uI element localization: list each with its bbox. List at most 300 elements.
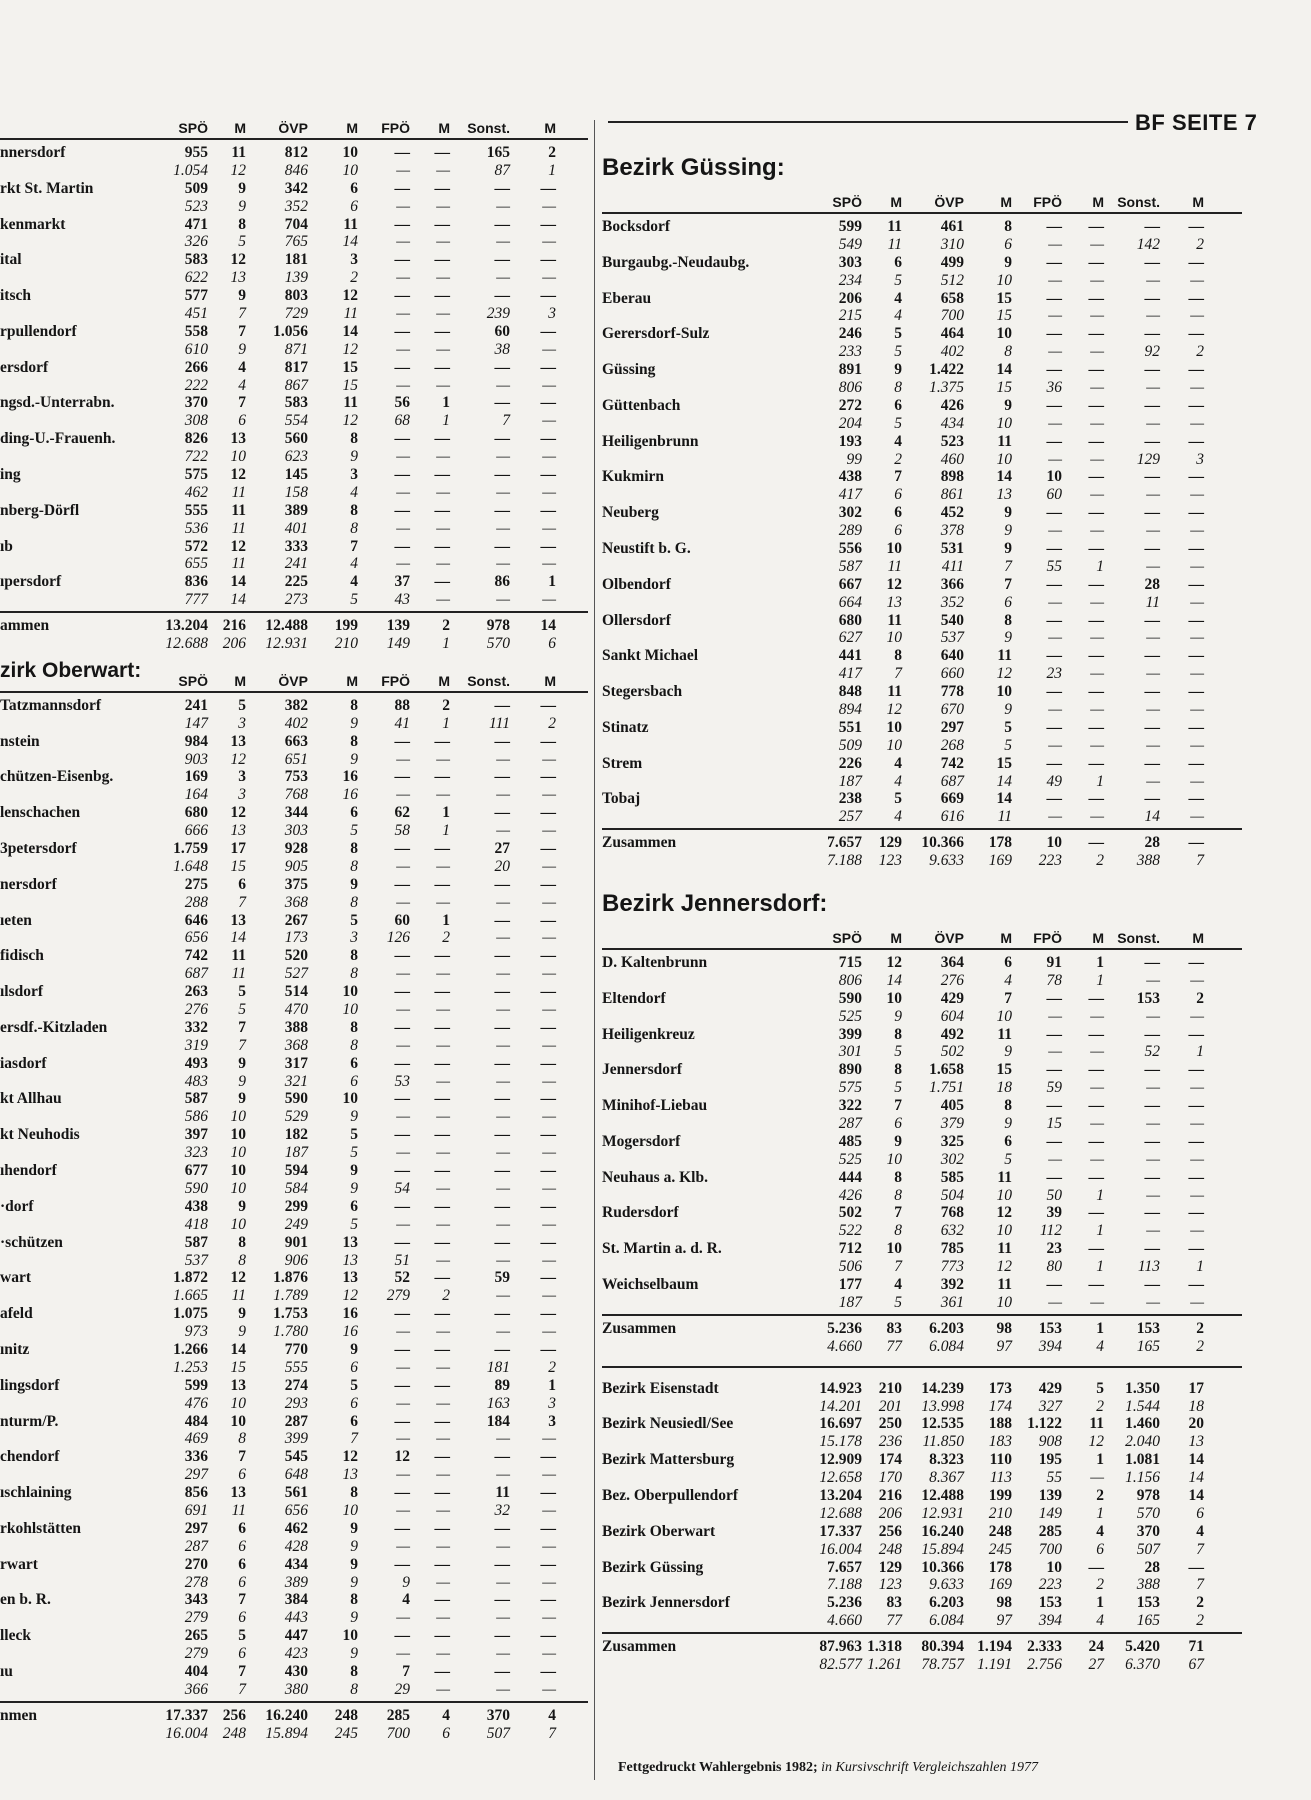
cell-sonst: — (1144, 539, 1160, 557)
cell-m: — (540, 768, 556, 786)
cell-m: 11 (997, 1240, 1012, 1258)
cell-ovp: 585 (940, 1168, 964, 1186)
cell-fpo: 279 (386, 1287, 410, 1305)
cell-ovp: 8.323 (929, 1451, 964, 1469)
cell-spo: 12.688 (819, 1504, 862, 1522)
cell-m: — (434, 1376, 450, 1394)
table-row (0, 697, 588, 715)
cell-m: 12 (230, 804, 246, 822)
cell-m: 12 (230, 1269, 246, 1287)
cell-sonst: 142 (1136, 235, 1160, 253)
cell-sonst: — (496, 1323, 510, 1341)
table-row (0, 1019, 588, 1037)
cell-sonst: — (1146, 971, 1160, 989)
cell-m: 9 (894, 1007, 902, 1025)
cell-fpo: — (1046, 361, 1062, 379)
table-row (602, 990, 1242, 1008)
cell-sonst: — (1144, 1097, 1160, 1115)
cell-spo: 275 (184, 875, 208, 893)
row-name: lingsdorf (0, 1376, 60, 1394)
cell-m: — (540, 1197, 556, 1215)
cell-m: 4 (894, 307, 902, 325)
cell-spo: 343 (184, 1591, 208, 1609)
cell-spo: 509 (184, 179, 208, 197)
cell-m: 11 (231, 483, 246, 501)
cell-ovp: 249 (284, 1215, 308, 1233)
cell-m: — (436, 1251, 450, 1269)
cell-m: — (542, 1609, 556, 1627)
cell-m: 10 (886, 539, 902, 557)
jennersdorf-header (602, 918, 1242, 946)
cell-sonst: — (494, 1627, 510, 1645)
cell-spo: 890 (838, 1061, 862, 1079)
cell-m: 129 (878, 834, 902, 852)
cell-m: 10 (342, 1627, 358, 1645)
cell-m: — (540, 732, 556, 750)
table-row (602, 683, 1242, 701)
cell-spo: 666 (184, 822, 208, 840)
cell-sonst: — (494, 215, 510, 233)
cell-spo: 308 (184, 412, 208, 430)
cell-fpo: — (396, 893, 410, 911)
cell-spo: 587 (838, 557, 862, 575)
cell-m: — (1088, 1061, 1104, 1079)
cell-m: 11 (887, 611, 902, 629)
cell-m: 7 (238, 322, 246, 340)
cell-sonst: — (496, 1466, 510, 1484)
cell-m: — (434, 501, 450, 519)
cell-spo: 806 (838, 378, 862, 396)
cell-spo: 16.004 (165, 1724, 208, 1742)
cell-fpo: — (396, 269, 410, 287)
cell-m: 14 (230, 1340, 246, 1358)
cell-m: 5 (894, 1293, 902, 1311)
cell-ovp: 187 (284, 1144, 308, 1162)
row-name: nmen (0, 1706, 38, 1724)
cell-fpo: — (1048, 343, 1062, 361)
cell-fpo: — (394, 1555, 410, 1573)
cell-m: 1 (442, 635, 450, 652)
cell-fpo: 139 (1038, 1486, 1062, 1504)
cell-spo: 276 (184, 1001, 208, 1019)
row-name: Sankt Michael (602, 647, 699, 665)
cell-fpo: — (394, 179, 410, 197)
table-row (602, 1240, 1242, 1258)
cell-m: — (540, 1305, 556, 1323)
cell-m: — (1188, 396, 1204, 414)
cell-sonst: — (494, 1448, 510, 1466)
cell-ovp: 729 (284, 304, 308, 322)
cell-m: 24 (1088, 1638, 1104, 1656)
cell-fpo: — (394, 1233, 410, 1251)
cell-m: 6 (238, 1609, 246, 1627)
cell-ovp: 590 (284, 1090, 308, 1108)
cell-m: 77 (886, 1337, 902, 1355)
cell-fpo: — (1046, 575, 1062, 593)
cell-sonst: — (494, 911, 510, 929)
cell-m: 3 (238, 786, 246, 804)
cell-m: — (1088, 1240, 1104, 1258)
cell-spo: 265 (184, 1627, 208, 1645)
cell-m: 9 (894, 361, 902, 379)
table-row (602, 1638, 1242, 1656)
cell-spo: 722 (184, 448, 208, 466)
total-rule (0, 611, 588, 613)
cell-m: 8 (350, 696, 358, 714)
cell-fpo: — (1046, 1025, 1062, 1043)
cell-sonst: 6.370 (1125, 1655, 1160, 1673)
cell-m: 5 (238, 1627, 246, 1645)
cell-ovp: 687 (940, 772, 964, 790)
cell-fpo: 53 (394, 1072, 410, 1090)
cell-m: 6 (894, 522, 902, 540)
cell-sonst: 1.460 (1125, 1415, 1160, 1433)
cell-ovp: 502 (940, 1043, 964, 1061)
cell-m: — (542, 412, 556, 430)
table-row (602, 379, 1242, 397)
cell-m: 2 (1196, 1594, 1204, 1612)
table-row (0, 1556, 588, 1574)
cell-m: 2 (548, 714, 556, 732)
cell-spo: 301 (838, 1043, 862, 1061)
cell-m: 97 (996, 1337, 1012, 1355)
cell-spo: 826 (184, 430, 208, 448)
cell-m: — (542, 376, 556, 394)
cell-sonst: — (1146, 557, 1160, 575)
cell-m: 183 (988, 1433, 1012, 1451)
cell-fpo: 7 (402, 1662, 410, 1680)
cell-fpo: 54 (394, 1179, 410, 1197)
cell-fpo: 149 (386, 635, 410, 652)
table-row (602, 1133, 1242, 1151)
cell-sonst: — (494, 537, 510, 555)
cell-m: — (1088, 683, 1104, 701)
cell-spo: 297 (184, 1519, 208, 1537)
cell-fpo: — (394, 251, 410, 269)
cell-fpo: — (1048, 1007, 1062, 1025)
cell-m: 5 (894, 1079, 902, 1097)
cell-fpo: — (394, 1054, 410, 1072)
cell-spo: 272 (838, 396, 862, 414)
cell-m: 16 (342, 768, 358, 786)
cell-m: — (434, 1305, 450, 1323)
cell-m: — (434, 1555, 450, 1573)
cell-m: 7 (894, 1097, 902, 1115)
cell-ovp: 352 (284, 197, 308, 215)
cell-sonst: — (496, 786, 510, 804)
table-row (0, 1520, 588, 1538)
cell-sonst: — (494, 358, 510, 376)
header-m: M (1000, 930, 1012, 947)
table-row (602, 1487, 1242, 1505)
cell-m: — (434, 1519, 450, 1537)
table-row (602, 1115, 1242, 1133)
cell-spo: 441 (838, 647, 862, 665)
cell-ovp: 310 (940, 235, 964, 253)
cell-m: — (542, 1537, 556, 1555)
row-name: rkt St. Martin (0, 179, 94, 197)
cell-ovp: 514 (284, 983, 308, 1001)
cell-sonst: — (1144, 1240, 1160, 1258)
cell-m: 5 (350, 1126, 358, 1144)
cell-m: — (436, 965, 450, 983)
cell-m: 8 (238, 215, 246, 233)
table-row (602, 719, 1242, 737)
table-row (602, 1451, 1242, 1469)
table-row (0, 617, 588, 635)
cell-m: 1 (1096, 1258, 1104, 1276)
cell-ovp: 492 (940, 1025, 964, 1043)
cell-m: — (436, 555, 450, 573)
row-name: Bezirk Mattersburg (602, 1451, 735, 1469)
cell-spo: 4.660 (827, 1612, 862, 1630)
left-column (0, 108, 588, 1743)
cell-fpo: 41 (394, 714, 410, 732)
cell-m: 11 (231, 501, 246, 519)
cell-m: — (434, 1197, 450, 1215)
cell-m: 11 (887, 683, 902, 701)
cell-m: 7 (238, 1591, 246, 1609)
table-row (602, 1079, 1242, 1097)
cell-spo: 525 (838, 1150, 862, 1168)
cell-m: — (1190, 701, 1204, 718)
cell-m: 12 (342, 340, 358, 358)
cell-m: — (540, 322, 556, 340)
cell-m: — (1090, 271, 1104, 289)
cell-ovp: 906 (284, 1251, 308, 1269)
cell-m: 13 (1188, 1433, 1204, 1451)
cell-fpo: — (396, 519, 410, 537)
table-row (0, 1180, 588, 1198)
table-row (602, 272, 1242, 290)
cell-spo: 583 (184, 251, 208, 269)
cell-m: — (1188, 361, 1204, 379)
cell-ovp: 871 (284, 340, 308, 358)
cell-ovp: 623 (284, 448, 308, 466)
cell-m: — (1190, 971, 1204, 989)
cell-m: 8 (350, 1662, 358, 1680)
cell-spo: 187 (838, 772, 862, 790)
cell-m: 13 (230, 911, 246, 929)
cell-m: 2 (548, 1358, 556, 1376)
cell-sonst: 570 (486, 635, 510, 652)
cell-spo: 266 (184, 358, 208, 376)
cell-ovp: 333 (284, 537, 308, 555)
cell-fpo: 2.333 (1027, 1638, 1062, 1656)
cell-m: 27 (1088, 1655, 1104, 1673)
cell-ovp: 392 (940, 1276, 964, 1294)
cell-sonst: — (1144, 790, 1160, 808)
row-name: ıb (0, 537, 13, 555)
cell-spo: 234 (838, 271, 862, 289)
cell-sonst: — (1146, 1115, 1160, 1133)
table-row (602, 254, 1242, 272)
table-row (602, 1559, 1242, 1577)
cell-m: — (542, 1179, 556, 1197)
cell-m: 5 (350, 591, 358, 609)
cell-spo: 610 (184, 340, 208, 358)
cell-m: 6 (350, 1394, 358, 1412)
table-row (602, 1656, 1242, 1674)
cell-ovp: 594 (284, 1162, 308, 1180)
table-row (0, 1627, 588, 1645)
cell-m: 5 (894, 271, 902, 289)
cell-m: — (542, 233, 556, 251)
cell-m: — (1188, 1061, 1204, 1079)
cell-m: 6 (1196, 1504, 1204, 1522)
row-name: fidisch (0, 947, 44, 965)
cell-m: 6 (1004, 1132, 1012, 1150)
cell-m: 12 (886, 954, 902, 972)
cell-spo: 322 (838, 1097, 862, 1115)
table-row (0, 947, 588, 965)
cell-ovp: 12.535 (921, 1415, 964, 1433)
cell-m: 12 (230, 251, 246, 269)
cell-fpo: — (1048, 271, 1062, 289)
cell-m: — (540, 1591, 556, 1609)
cell-m: — (542, 269, 556, 287)
cell-sonst: — (494, 179, 510, 197)
cell-m: — (1090, 665, 1104, 683)
row-name: Bezirk Oberwart (602, 1522, 716, 1540)
table-row (602, 290, 1242, 308)
cell-m: — (1088, 253, 1104, 271)
cell-m: 7 (1196, 852, 1204, 870)
cell-fpo: 139 (386, 617, 410, 635)
cell-fpo: — (394, 287, 410, 305)
cell-ovp: 928 (284, 840, 308, 858)
row-name: Gerersdorf-Sulz (602, 325, 710, 343)
cell-ovp: 632 (940, 1222, 964, 1240)
table-row (602, 1320, 1242, 1338)
cell-fpo: 88 (394, 696, 410, 714)
table-row (0, 858, 588, 876)
header-fpo: FPÖ (381, 120, 410, 136)
table-row (0, 822, 588, 840)
cell-m: 3 (350, 929, 358, 947)
cell-fpo: 149 (1038, 1504, 1062, 1522)
header-sonst: Sonst. (467, 672, 510, 689)
cell-sonst: — (494, 1233, 510, 1251)
cell-sonst: — (1144, 647, 1160, 665)
cell-sonst: — (496, 448, 510, 466)
cell-m: — (1188, 432, 1204, 450)
cell-spo: 586 (184, 1108, 208, 1126)
table-row (0, 876, 588, 894)
table-row (0, 1413, 588, 1431)
cell-spo: 903 (184, 750, 208, 768)
table-row (602, 1187, 1242, 1205)
row-name: en b. R. (0, 1591, 51, 1609)
cell-m: — (1190, 414, 1204, 432)
row-name: ıschlaining (0, 1484, 72, 1502)
table-row (602, 540, 1242, 558)
cell-m: 11 (231, 555, 246, 573)
cell-m: 6 (1004, 235, 1012, 253)
cell-m: — (1090, 1469, 1104, 1487)
table-row (0, 1198, 588, 1216)
cell-fpo: — (394, 1090, 410, 1108)
cell-m: 6 (350, 804, 358, 822)
cell-m: — (1088, 834, 1104, 852)
cell-m: 1 (1096, 1451, 1104, 1469)
cell-spo: 1.054 (173, 161, 208, 179)
table-row (0, 538, 588, 556)
cell-m: 14 (342, 322, 358, 340)
cell-m: 9 (1004, 522, 1012, 540)
cell-m: 8 (350, 519, 358, 537)
row-name: ınitz (0, 1340, 30, 1358)
row-name: St. Martin a. d. R. (602, 1240, 722, 1258)
cell-ovp: 14.239 (921, 1379, 964, 1397)
cell-ovp: 274 (284, 1376, 308, 1394)
header-m: M (346, 672, 358, 689)
cell-spo: 577 (184, 287, 208, 305)
cell-fpo: — (1048, 307, 1062, 325)
cell-ovp: 846 (284, 161, 308, 179)
cell-m: — (542, 1144, 556, 1162)
cell-fpo: — (1046, 790, 1062, 808)
table-row (0, 305, 588, 323)
cell-ovp: 12.488 (921, 1486, 964, 1504)
cell-m: 12 (996, 1258, 1012, 1276)
cell-m: — (1188, 253, 1204, 271)
cell-m: — (436, 1358, 450, 1376)
cell-ovp: 554 (284, 412, 308, 430)
cell-m: 6 (238, 1466, 246, 1484)
cell-spo: 667 (838, 575, 862, 593)
cell-ovp: 561 (284, 1484, 308, 1502)
cell-m: — (1188, 539, 1204, 557)
cell-spo: 509 (838, 736, 862, 754)
cell-m: — (542, 483, 556, 501)
cell-sonst: — (494, 1162, 510, 1180)
cell-m: 6 (238, 1555, 246, 1573)
cell-m: — (1088, 989, 1104, 1007)
cell-sonst: 87 (494, 161, 510, 179)
cell-sonst: — (494, 1126, 510, 1144)
cell-m: 6 (238, 412, 246, 430)
cell-m: — (436, 483, 450, 501)
cell-sonst: 20 (494, 857, 510, 875)
cell-ovp: 512 (940, 271, 964, 289)
table-row (0, 412, 588, 430)
cell-m: — (436, 1573, 450, 1591)
cell-m: — (436, 1430, 450, 1448)
cell-sonst: — (496, 1251, 510, 1269)
cell-m: — (1090, 1115, 1104, 1133)
cell-m: — (434, 1233, 450, 1251)
cell-m: — (1188, 754, 1204, 772)
cell-sonst: — (494, 1305, 510, 1323)
cell-m: 16 (342, 1323, 358, 1341)
cell-m: 7 (548, 1724, 556, 1742)
table-row (602, 1026, 1242, 1044)
cell-spo: 590 (838, 989, 862, 1007)
cell-m: 5 (1004, 736, 1012, 754)
cell-ovp: 462 (284, 1519, 308, 1537)
header-sonst: Sonst. (467, 120, 510, 136)
table-row (0, 233, 588, 251)
cell-m: — (1188, 325, 1204, 343)
cell-m: 4 (238, 376, 246, 394)
row-name: Heiligenbrunn (602, 432, 699, 450)
cell-sonst: — (496, 750, 510, 768)
cell-fpo: 285 (386, 1706, 410, 1724)
cell-ovp: 753 (284, 768, 308, 786)
cell-sonst: 1.350 (1125, 1379, 1160, 1397)
cell-ovp: 139 (284, 269, 308, 287)
